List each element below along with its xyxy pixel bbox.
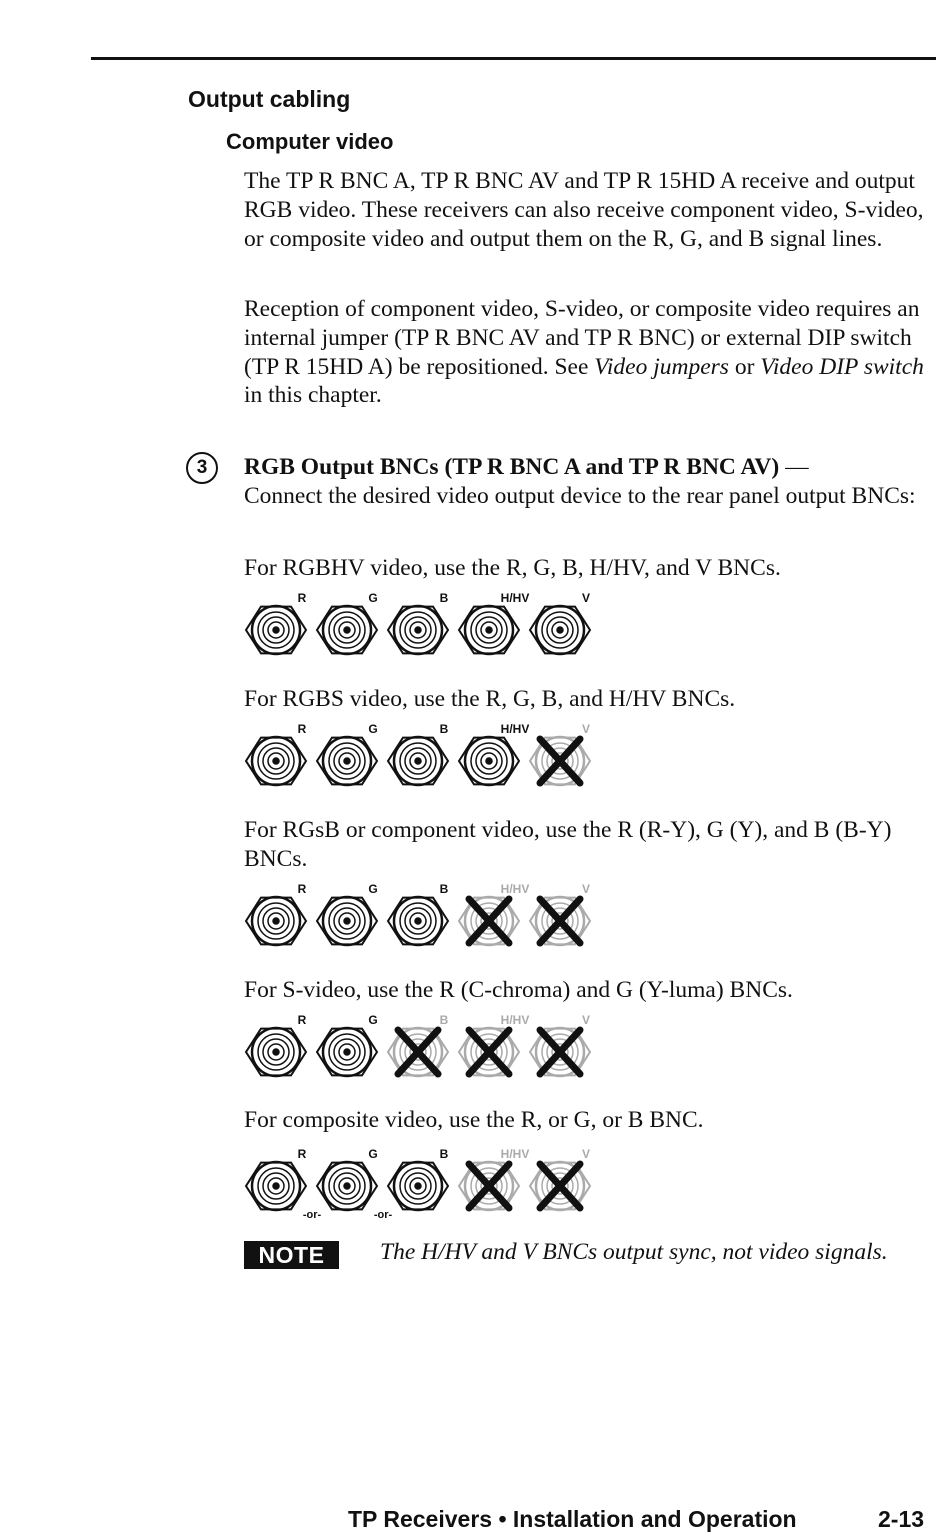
- intro-text: in this chapter.: [244, 382, 382, 409]
- bnc-label: B: [439, 722, 449, 736]
- or-label: -or-: [373, 1209, 393, 1221]
- bnc-label: V: [581, 1147, 591, 1161]
- bnc-label: B: [439, 1013, 449, 1027]
- bnc-label: H/HV: [500, 882, 530, 896]
- config-rgbs-label: For RGBS video, use the R, G, B, and H/HV BNCs.: [244, 686, 736, 712]
- bnc-label: V: [581, 591, 591, 605]
- bnc-label: R: [297, 882, 307, 896]
- step-number-circle: 3: [186, 452, 218, 484]
- intro-text: Reception of component video, S-video, or composite video requires an internal jumper (TP R BNC AV and TP R BNC) or external DIP switch (TP R 15HD A) be repositioned. See: [244, 296, 920, 380]
- cross-reference-video-jumpers: Video jumpers: [594, 353, 729, 380]
- bnc-label: H/HV: [500, 1147, 530, 1161]
- bnc-connector-v: [530, 606, 590, 654]
- step-title: RGB Output BNCs (TP R BNC A and TP R BNC AV): [244, 454, 780, 480]
- step-paragraph: [244, 453, 944, 511]
- intro-text: or: [728, 353, 761, 380]
- note-text: The H/HV and V BNCs output sync, not video signals.: [380, 1239, 888, 1265]
- bnc-diagram-composite: [244, 1148, 604, 1220]
- bnc-connector-row: [244, 592, 604, 664]
- config-svideo-label: For S-video, use the R (C-chroma) and G (Y-luma) BNCs.: [244, 977, 793, 1003]
- bnc-connector-r: [246, 1162, 306, 1210]
- config-composite-label: For composite video, use the R, or G, or B BNC.: [244, 1107, 704, 1133]
- bnc-label: R: [297, 591, 307, 605]
- bnc-label: H/HV: [500, 1013, 530, 1027]
- step-text: Connect the desired video output device to the rear panel output BNCs:: [244, 482, 916, 509]
- bnc-label: G: [368, 591, 378, 605]
- or-label: -or-: [302, 1209, 322, 1221]
- bnc-connector-g: [317, 897, 377, 945]
- bnc-connector-row: [244, 1148, 604, 1220]
- footer-title: TP Receivers • Installation and Operation: [348, 1506, 797, 1532]
- bnc-label: B: [439, 591, 449, 605]
- bnc-connector-g: [317, 606, 377, 654]
- bnc-diagram-svideo: [244, 1014, 604, 1086]
- intro-paragraph-2: [244, 295, 944, 410]
- bnc-connector-g: [317, 1162, 377, 1210]
- config-rgbhv-label: For RGBHV video, use the R, G, B, H/HV, and V BNCs.: [244, 555, 781, 581]
- note-badge: NOTE: [244, 1241, 339, 1269]
- bnc-connector-hhv: [459, 737, 519, 785]
- bnc-connector-row: [244, 1014, 604, 1086]
- cross-reference-video-dip-switch: Video DIP switch: [760, 353, 924, 380]
- bnc-label: V: [581, 722, 591, 736]
- bnc-label: R: [297, 1013, 307, 1027]
- bnc-diagram-rgbs: [244, 723, 604, 795]
- bnc-connector-row: [244, 723, 604, 795]
- section-title: Output cabling: [188, 86, 351, 112]
- bnc-label: H/HV: [500, 591, 530, 605]
- bnc-label: H/HV: [500, 722, 530, 736]
- bnc-connector-b: [388, 606, 448, 654]
- bnc-diagram-rgbhv: [244, 592, 604, 664]
- subsection-title: Computer video: [226, 129, 394, 154]
- bnc-label: V: [581, 882, 591, 896]
- bnc-connector-g: [317, 737, 377, 785]
- bnc-label: G: [368, 1147, 378, 1161]
- bnc-connector-b: [388, 1162, 448, 1210]
- bnc-label: R: [297, 722, 307, 736]
- bnc-diagram-rgsb: [244, 883, 604, 955]
- bnc-connector-r: [246, 606, 306, 654]
- bnc-label: V: [581, 1013, 591, 1027]
- intro-paragraph-1: The TP R BNC A, TP R BNC AV and TP R 15HD A receive and output RGB video. These receivers can also receive component video, S-video, or composite video and output them on the R, G, and B signal lines.: [244, 168, 924, 252]
- step-title-dash: —: [779, 454, 809, 480]
- bnc-connector-row: [244, 883, 604, 955]
- bnc-label: G: [368, 1013, 378, 1027]
- bnc-connector-r: [246, 1028, 306, 1076]
- bnc-label: B: [439, 882, 449, 896]
- bnc-label: G: [368, 882, 378, 896]
- page-number: 2-13: [878, 1506, 925, 1532]
- bnc-connector-hhv: [459, 606, 519, 654]
- bnc-connector-g: [317, 1028, 377, 1076]
- bnc-connector-b: [388, 897, 448, 945]
- top-rule: [91, 57, 936, 60]
- bnc-label: B: [439, 1147, 449, 1161]
- bnc-connector-b: [388, 737, 448, 785]
- config-rgsb-label: For RGsB or component video, use the R (R-Y), G (Y), and B (B-Y) BNCs.: [244, 817, 892, 872]
- bnc-label: R: [297, 1147, 307, 1161]
- bnc-connector-r: [246, 897, 306, 945]
- bnc-label: G: [368, 722, 378, 736]
- bnc-connector-r: [246, 737, 306, 785]
